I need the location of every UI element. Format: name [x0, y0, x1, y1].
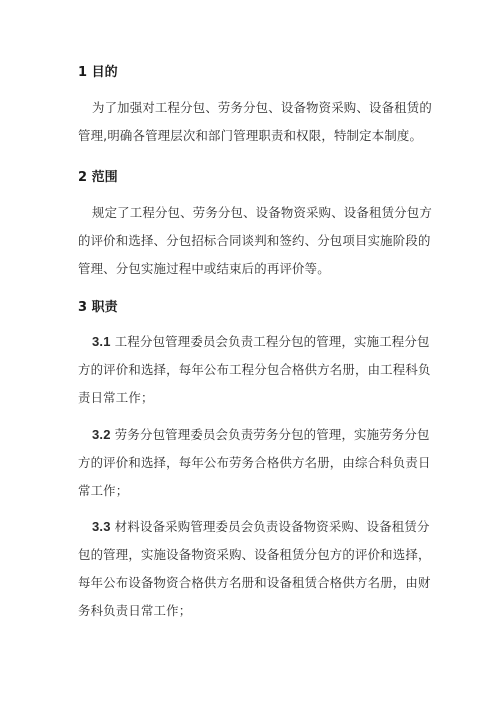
paragraph-text: 劳务分包管理委员会负责劳务分包的管理，实施劳务分包方的评价和选择，每年公布劳务合格供方名册，由综合科负责日常工作； [78, 427, 431, 498]
clause-number: 3.3 [92, 519, 111, 534]
paragraph-text: 工程分包管理委员会负责工程分包的管理，实施工程分包方的评价和选择，每年公布工程分包合格供方名册，由工程科负责日常工作； [78, 334, 431, 405]
section-heading-responsibilities: 3 职责 [78, 300, 118, 315]
paragraph-text: 为了加强对工程分包、劳务分包、设备物资采购、设备租赁的管理,明确各管理层次和部门管理职责和权限，特制定本制度。 [78, 100, 432, 143]
section-heading-purpose: 1 目的 [78, 65, 118, 80]
paragraph-text: 规定了工程分包、劳务分包、设备物资采购、设备租赁分包方的评价和选择、分包招标合同谈判和签约、分包项目实施阶段的管理、分包实施过程中或结束后的再评价等。 [78, 205, 432, 276]
clause-number: 3.1 [92, 334, 111, 349]
paragraph-responsibility-3-2 [78, 421, 434, 505]
paragraph-responsibility-3-1 [78, 328, 434, 412]
paragraph-purpose [78, 94, 434, 150]
section-heading-scope: 2 范围 [78, 170, 118, 185]
paragraph-responsibility-3-3 [78, 513, 434, 625]
paragraph-scope [78, 199, 434, 283]
paragraph-text: 材料设备采购管理委员会负责设备物资采购、设备租赁分包的管理，实施设备物资采购、设备租赁分包方的评价和选择，每年公布设备物资合格供方名册和设备租赁合格供方名册，由财务科负责日常工作； [78, 519, 431, 618]
clause-number: 3.2 [92, 427, 111, 442]
